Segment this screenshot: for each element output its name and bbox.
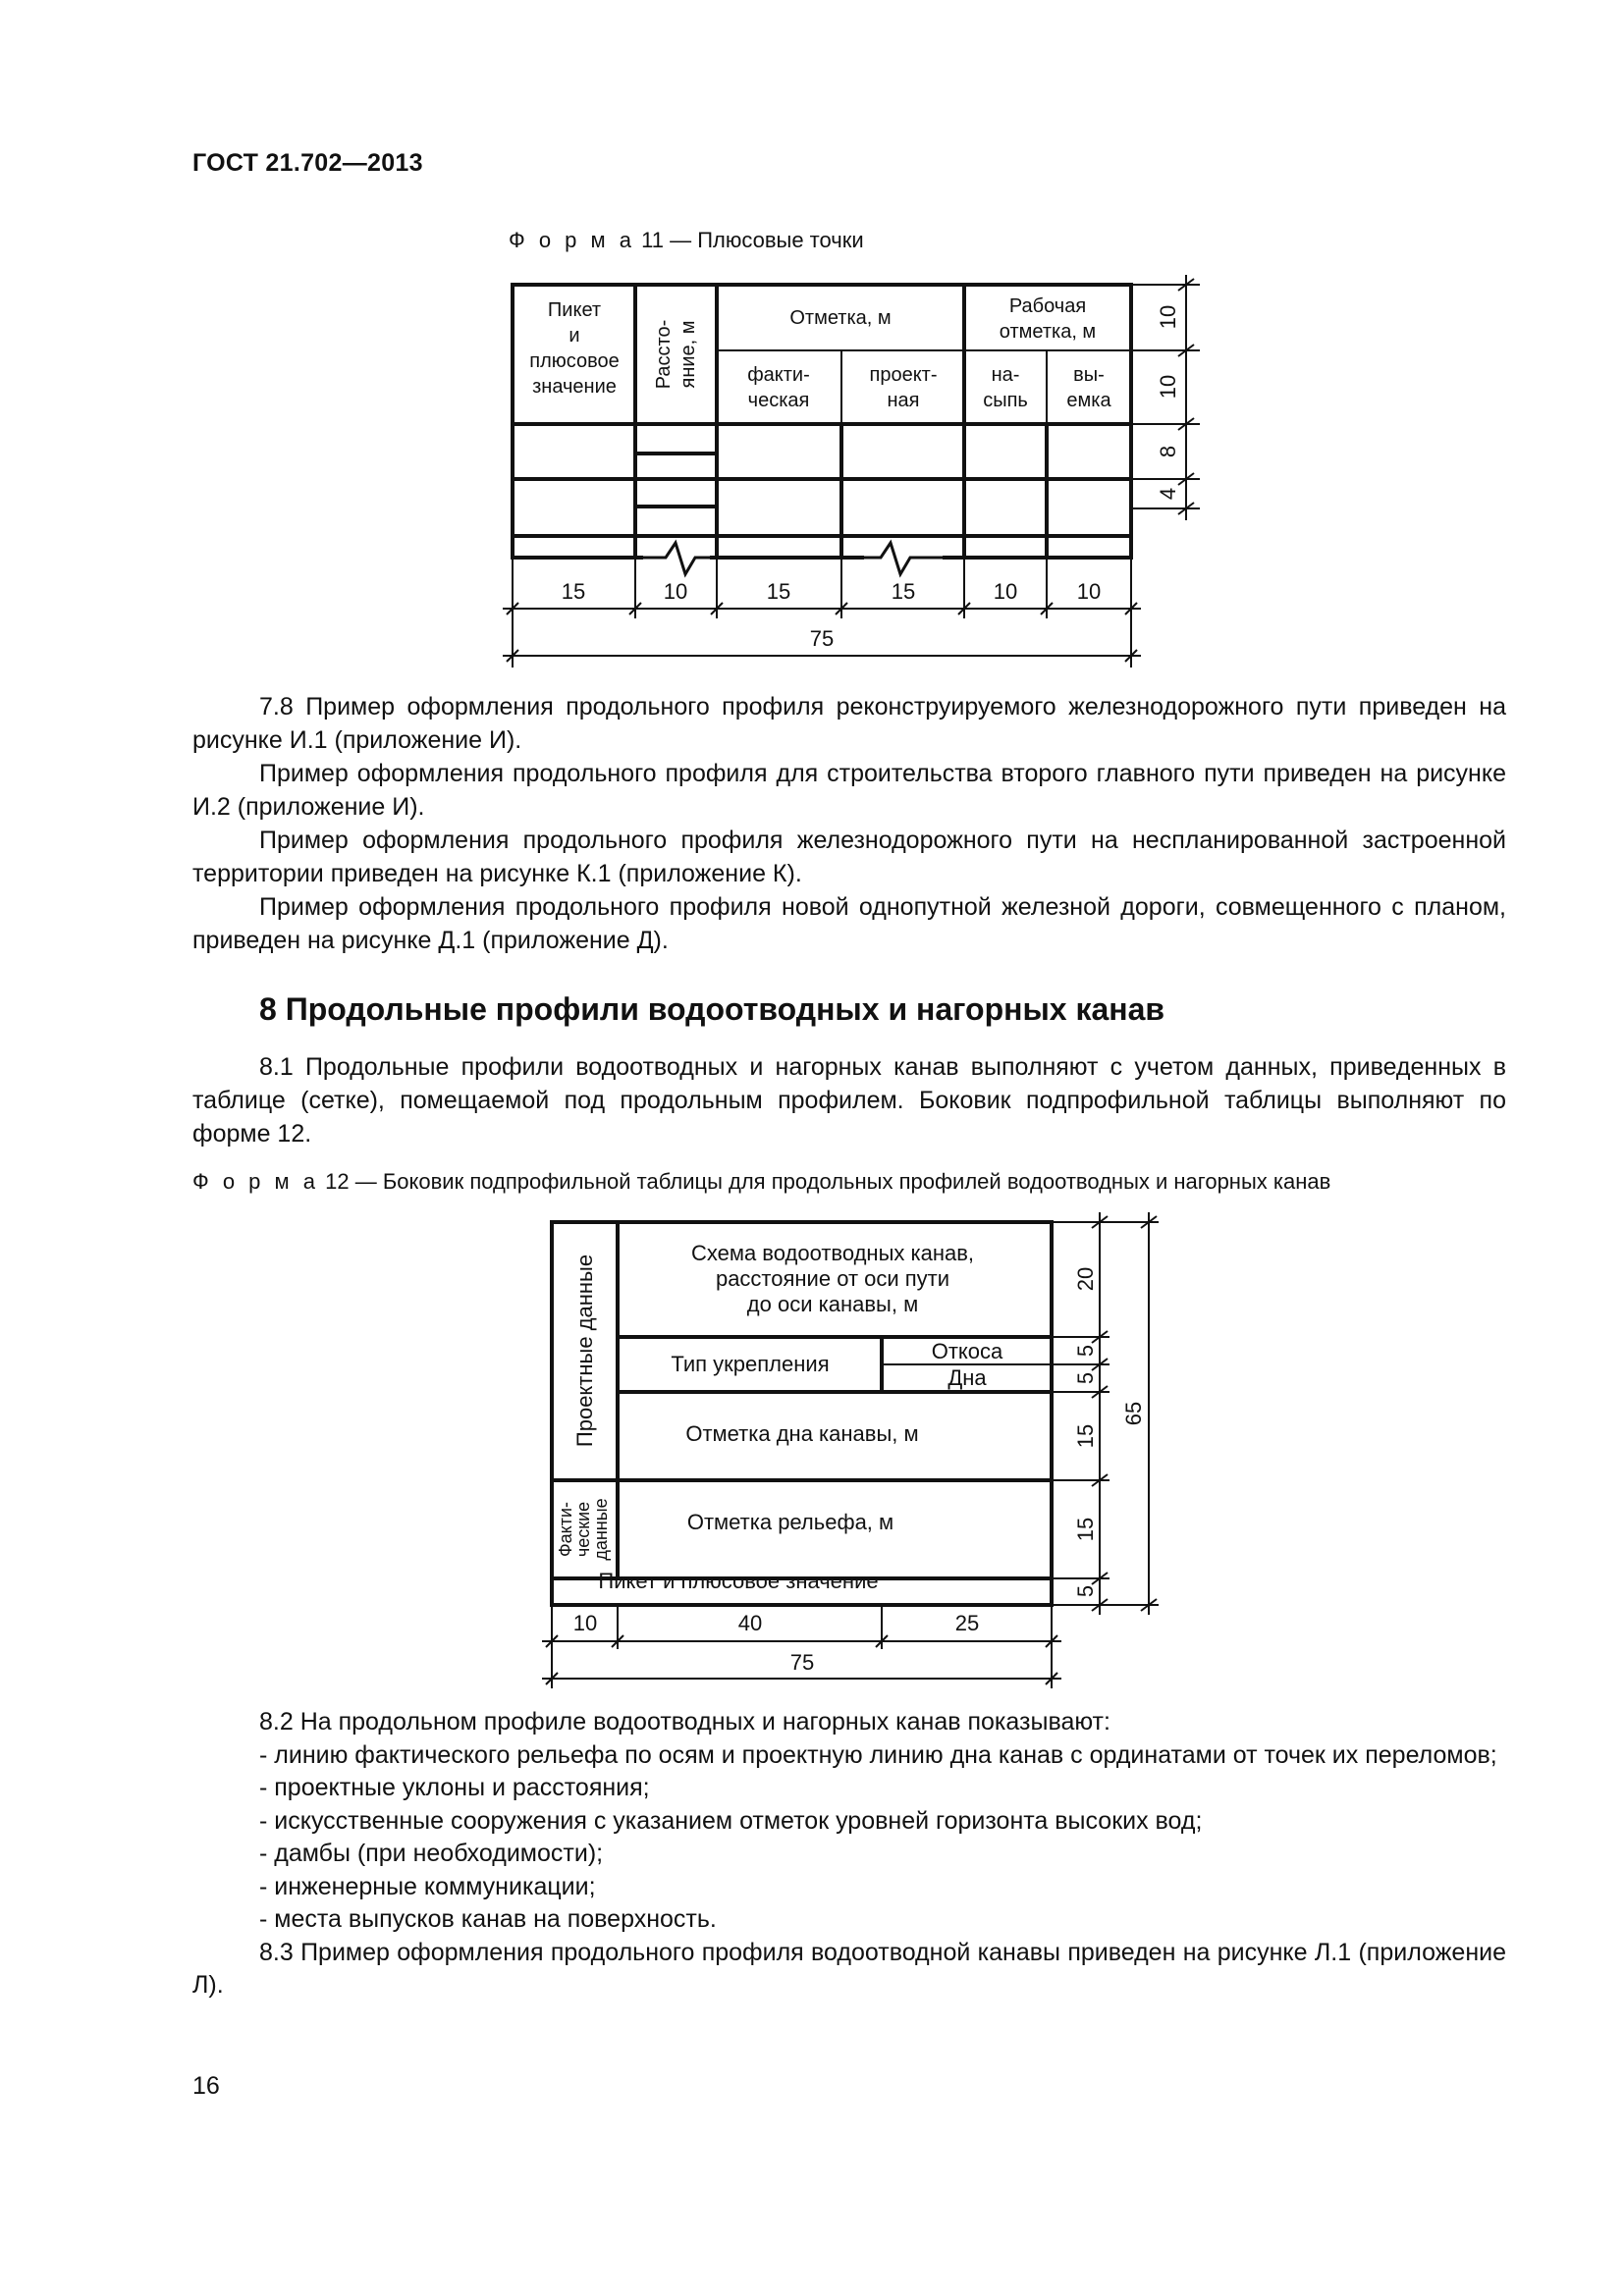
f11-height-4: 4 — [1156, 487, 1180, 501]
page-number: 16 — [192, 2072, 220, 2100]
list-item: - дамбы (при необходимости); — [259, 1840, 604, 1867]
f11-height-2: 10 — [1156, 374, 1180, 400]
paragraph-8-2: 8.2 На продольном профиле водоотводных и нагорных канав показывают: — [259, 1708, 1110, 1735]
f12-height-3: 5 — [1073, 1371, 1098, 1385]
f12-proekt-label: Проектные данные — [572, 1254, 597, 1448]
f12-otkosa: Откоса — [931, 1339, 1003, 1363]
list-item: - линию фактического рельефа по осям и проектную линию дна канав с ординатами от точек их переломов; — [259, 1740, 1497, 1769]
f12-dna: Дна — [947, 1365, 987, 1390]
paragraph-7-8: 7.8 Пример оформления продольного профиля реконструируемого железнодорожного пути приведен на рисунке И.1 (приложение И). — [192, 693, 1506, 754]
form11-caption: Ф о р м а 11 — Плюсовые точки — [509, 228, 864, 252]
f12-schema-l2: расстояние от оси пути — [715, 1266, 950, 1291]
f11-col-proekt-l1: проект- — [869, 364, 938, 386]
form12-figure — [0, 1178, 1624, 1708]
f11-col-rasst-l1: Рассто- — [653, 319, 675, 390]
f11-col-proekt-l2: ная — [887, 390, 920, 411]
form11-figure — [0, 0, 1624, 687]
f12-total-width: 75 — [789, 1650, 815, 1675]
paragraph-8-3: 8.3 Пример оформления продольного профиля водоотводной канавы приведен на рисунке Л.1 (приложение Л). — [192, 1938, 1506, 1999]
f12-width-1: 10 — [572, 1611, 598, 1635]
paragraph-7-8-b: Пример оформления продольного профиля для строительства второго главного пути приведен на рисунке И.2 (приложение И). — [192, 760, 1506, 821]
f11-col-nasyp-l2: сыпь — [983, 390, 1028, 411]
f12-tip: Тип укрепления — [671, 1352, 830, 1376]
f11-height-1: 10 — [1156, 304, 1180, 330]
f11-width-4: 15 — [891, 579, 916, 604]
f12-total-height: 65 — [1121, 1401, 1146, 1426]
section-7-8 — [192, 690, 1506, 957]
f12-height-6: 5 — [1073, 1584, 1098, 1598]
f11-col-piket-l2: и — [568, 325, 580, 347]
f11-col-nasyp-l1: на- — [991, 364, 1020, 386]
f11-col-vyemka-l1: вы- — [1073, 364, 1105, 386]
f11-col-rabochaya-l1: Рабочая — [1008, 295, 1087, 317]
f12-height-1: 20 — [1073, 1266, 1098, 1292]
f11-col-fakt-l2: ческая — [747, 390, 810, 411]
f12-height-4: 15 — [1073, 1423, 1098, 1449]
f12-fakt-l3: данные — [591, 1498, 611, 1561]
f11-width-2: 10 — [663, 579, 688, 604]
f11-total-width: 75 — [809, 626, 835, 651]
f12-schema-l3: до оси канавы, м — [746, 1292, 919, 1316]
paragraph-7-8-c: Пример оформления продольного профиля железнодорожного пути на неспланированной застроенной территории приведен на рисунке К.1 (приложение К). — [192, 827, 1506, 887]
f11-width-6: 10 — [1076, 579, 1102, 604]
paragraph-8-1: 8.1 Продольные профили водоотводных и нагорных канав выполняют с учетом данных, приведенных в таблице (сетке), помещаемой под продольным профилем. Боковик подпрофильной таблицы выполняют по форме 12. — [192, 1053, 1506, 1148]
list-item: - искусственные сооружения с указанием отметок уровней горизонта высоких вод; — [259, 1806, 1203, 1835]
f11-col-vyemka-l2: емка — [1066, 390, 1111, 411]
f11-width-3: 15 — [766, 579, 791, 604]
f12-otmetka-relefa: Отметка рельефа, м — [686, 1510, 894, 1534]
document-header: ГОСТ 21.702—2013 — [192, 149, 423, 177]
f11-width-5: 10 — [993, 579, 1018, 604]
f11-width-1: 15 — [561, 579, 586, 604]
f12-piket: Пикет и плюсовое значение — [598, 1569, 879, 1593]
list-item: - места выпусков канав на поверхность. — [259, 1905, 717, 1933]
section-8-2 — [192, 1706, 1506, 2002]
f11-col-piket-l4: значение — [532, 376, 617, 398]
f12-schema-l1: Схема водоотводных канав, — [690, 1241, 975, 1265]
paragraph-7-8-d: Пример оформления продольного профиля новой однопутной железной дороги, совмещенного с планом, приведен на рисунке Д.1 (приложение Д). — [192, 893, 1506, 954]
f11-col-rabochaya-l2: отметка, м — [999, 321, 1097, 343]
list-item: - инженерные коммуникации; — [259, 1872, 596, 1900]
f12-width-3: 25 — [954, 1611, 980, 1635]
f12-fakt-l1: Факти- — [556, 1501, 575, 1558]
f12-otmetka-dna: Отметка дна канавы, м — [685, 1421, 919, 1446]
f11-col-fakt-l1: факти- — [747, 364, 810, 386]
f11-col-otmetka: Отметка, м — [789, 307, 892, 329]
f12-height-5: 15 — [1073, 1517, 1098, 1542]
section-8-1 — [192, 1050, 1506, 1150]
form12-caption: Ф о р м а 12 — Боковик подпрофильной таблицы для продольных профилей водоотводных и нагорных канав — [192, 1169, 1331, 1194]
f12-fakt-l2: ческие — [573, 1501, 593, 1558]
f12-height-2: 5 — [1073, 1344, 1098, 1358]
f12-width-2: 40 — [737, 1611, 763, 1635]
section-8-title: 8 Продольные профили водоотводных и нагорных канав — [259, 991, 1165, 1027]
f11-col-piket-l1: Пикет — [547, 299, 602, 321]
f11-col-rasst-l2: яние, м — [677, 320, 699, 389]
f11-col-piket-l3: плюсовое — [529, 350, 620, 372]
list-item: - проектные уклоны и расстояния; — [259, 1774, 650, 1801]
f11-height-3: 8 — [1156, 445, 1180, 458]
